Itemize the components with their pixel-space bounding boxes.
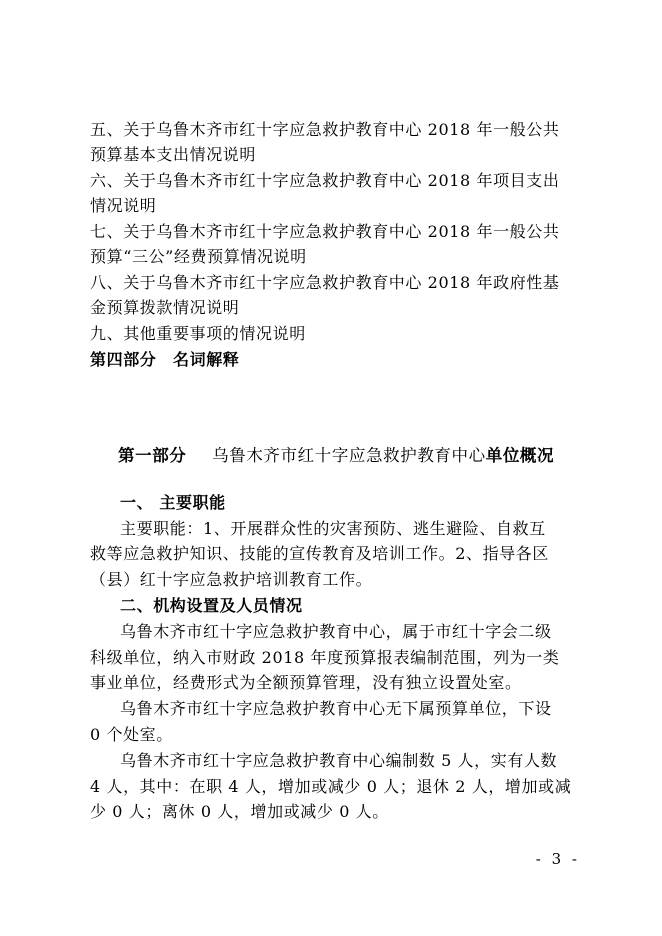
page-number: - 3 - <box>535 850 580 868</box>
part1-org: 乌鲁木齐市红十字应急救护教育中心 <box>212 446 486 465</box>
toc-line: 金预算拨款情况说明 <box>90 298 240 317</box>
part1-title <box>118 444 554 468</box>
toc-line: 八、关于乌鲁木齐市红十字应急救护教育中心 2018 年政府性基 <box>90 273 560 292</box>
section2-p3-line: 少 0 人；离休 0 人，增加或减少 0 人。 <box>90 802 389 821</box>
section1-line: 主要职能：1、开展群众性的灾害预防、逃生避险、自救互 <box>120 519 546 538</box>
toc-line: 预算基本支出情况说明 <box>90 145 257 164</box>
section1-line: 救等应急救护知识、技能的宣传教育及培训工作。2、指导各区 <box>90 544 549 563</box>
part1-suffix: 单位概况 <box>485 446 555 465</box>
toc-line: 六、关于乌鲁木齐市红十字应急救护教育中心 2018 年项目支出 <box>90 171 560 190</box>
section1-heading: 一、 主要职能 <box>120 493 226 512</box>
section2-p3-line: 乌鲁木齐市红十字应急救护教育中心编制数 5 人，实有人数 <box>120 751 558 770</box>
section2-p1-line: 事业单位，经费形式为全额预算管理，没有独立设置处室。 <box>90 673 522 692</box>
section2-p3-line: 4 人，其中：在职 4 人，增加或减少 0 人；退休 2 人，增加或减 <box>90 777 572 796</box>
toc-part4: 第四部分 名词解释 <box>90 350 240 369</box>
toc-line: 五、关于乌鲁木齐市红十字应急救护教育中心 2018 年一般公共 <box>90 120 560 139</box>
section2-p1-line: 乌鲁木齐市红十字应急救护教育中心，属于市红十字会二级 <box>120 622 552 641</box>
toc-line: 预算“三公”经费预算情况说明 <box>90 247 307 266</box>
toc-line: 七、关于乌鲁木齐市红十字应急救护教育中心 2018 年一般公共 <box>90 222 560 241</box>
section2-heading: 二、机构设置及人员情况 <box>120 596 303 615</box>
section2-p1-line: 科级单位，纳入市财政 2018 年度预算报表编制范围，列为一类 <box>90 648 560 667</box>
toc-line: 情况说明 <box>90 196 157 215</box>
section2-p2-line: 乌鲁木齐市红十字应急救护教育中心无下属预算单位，下设 <box>120 699 552 718</box>
toc-line: 九、其他重要事项的情况说明 <box>90 324 306 343</box>
section2-p2-line: 0 个处室。 <box>90 725 173 744</box>
section1-line: （县）红十字应急救护培训教育工作。 <box>90 570 373 589</box>
part1-label: 第一部分 <box>118 446 187 465</box>
